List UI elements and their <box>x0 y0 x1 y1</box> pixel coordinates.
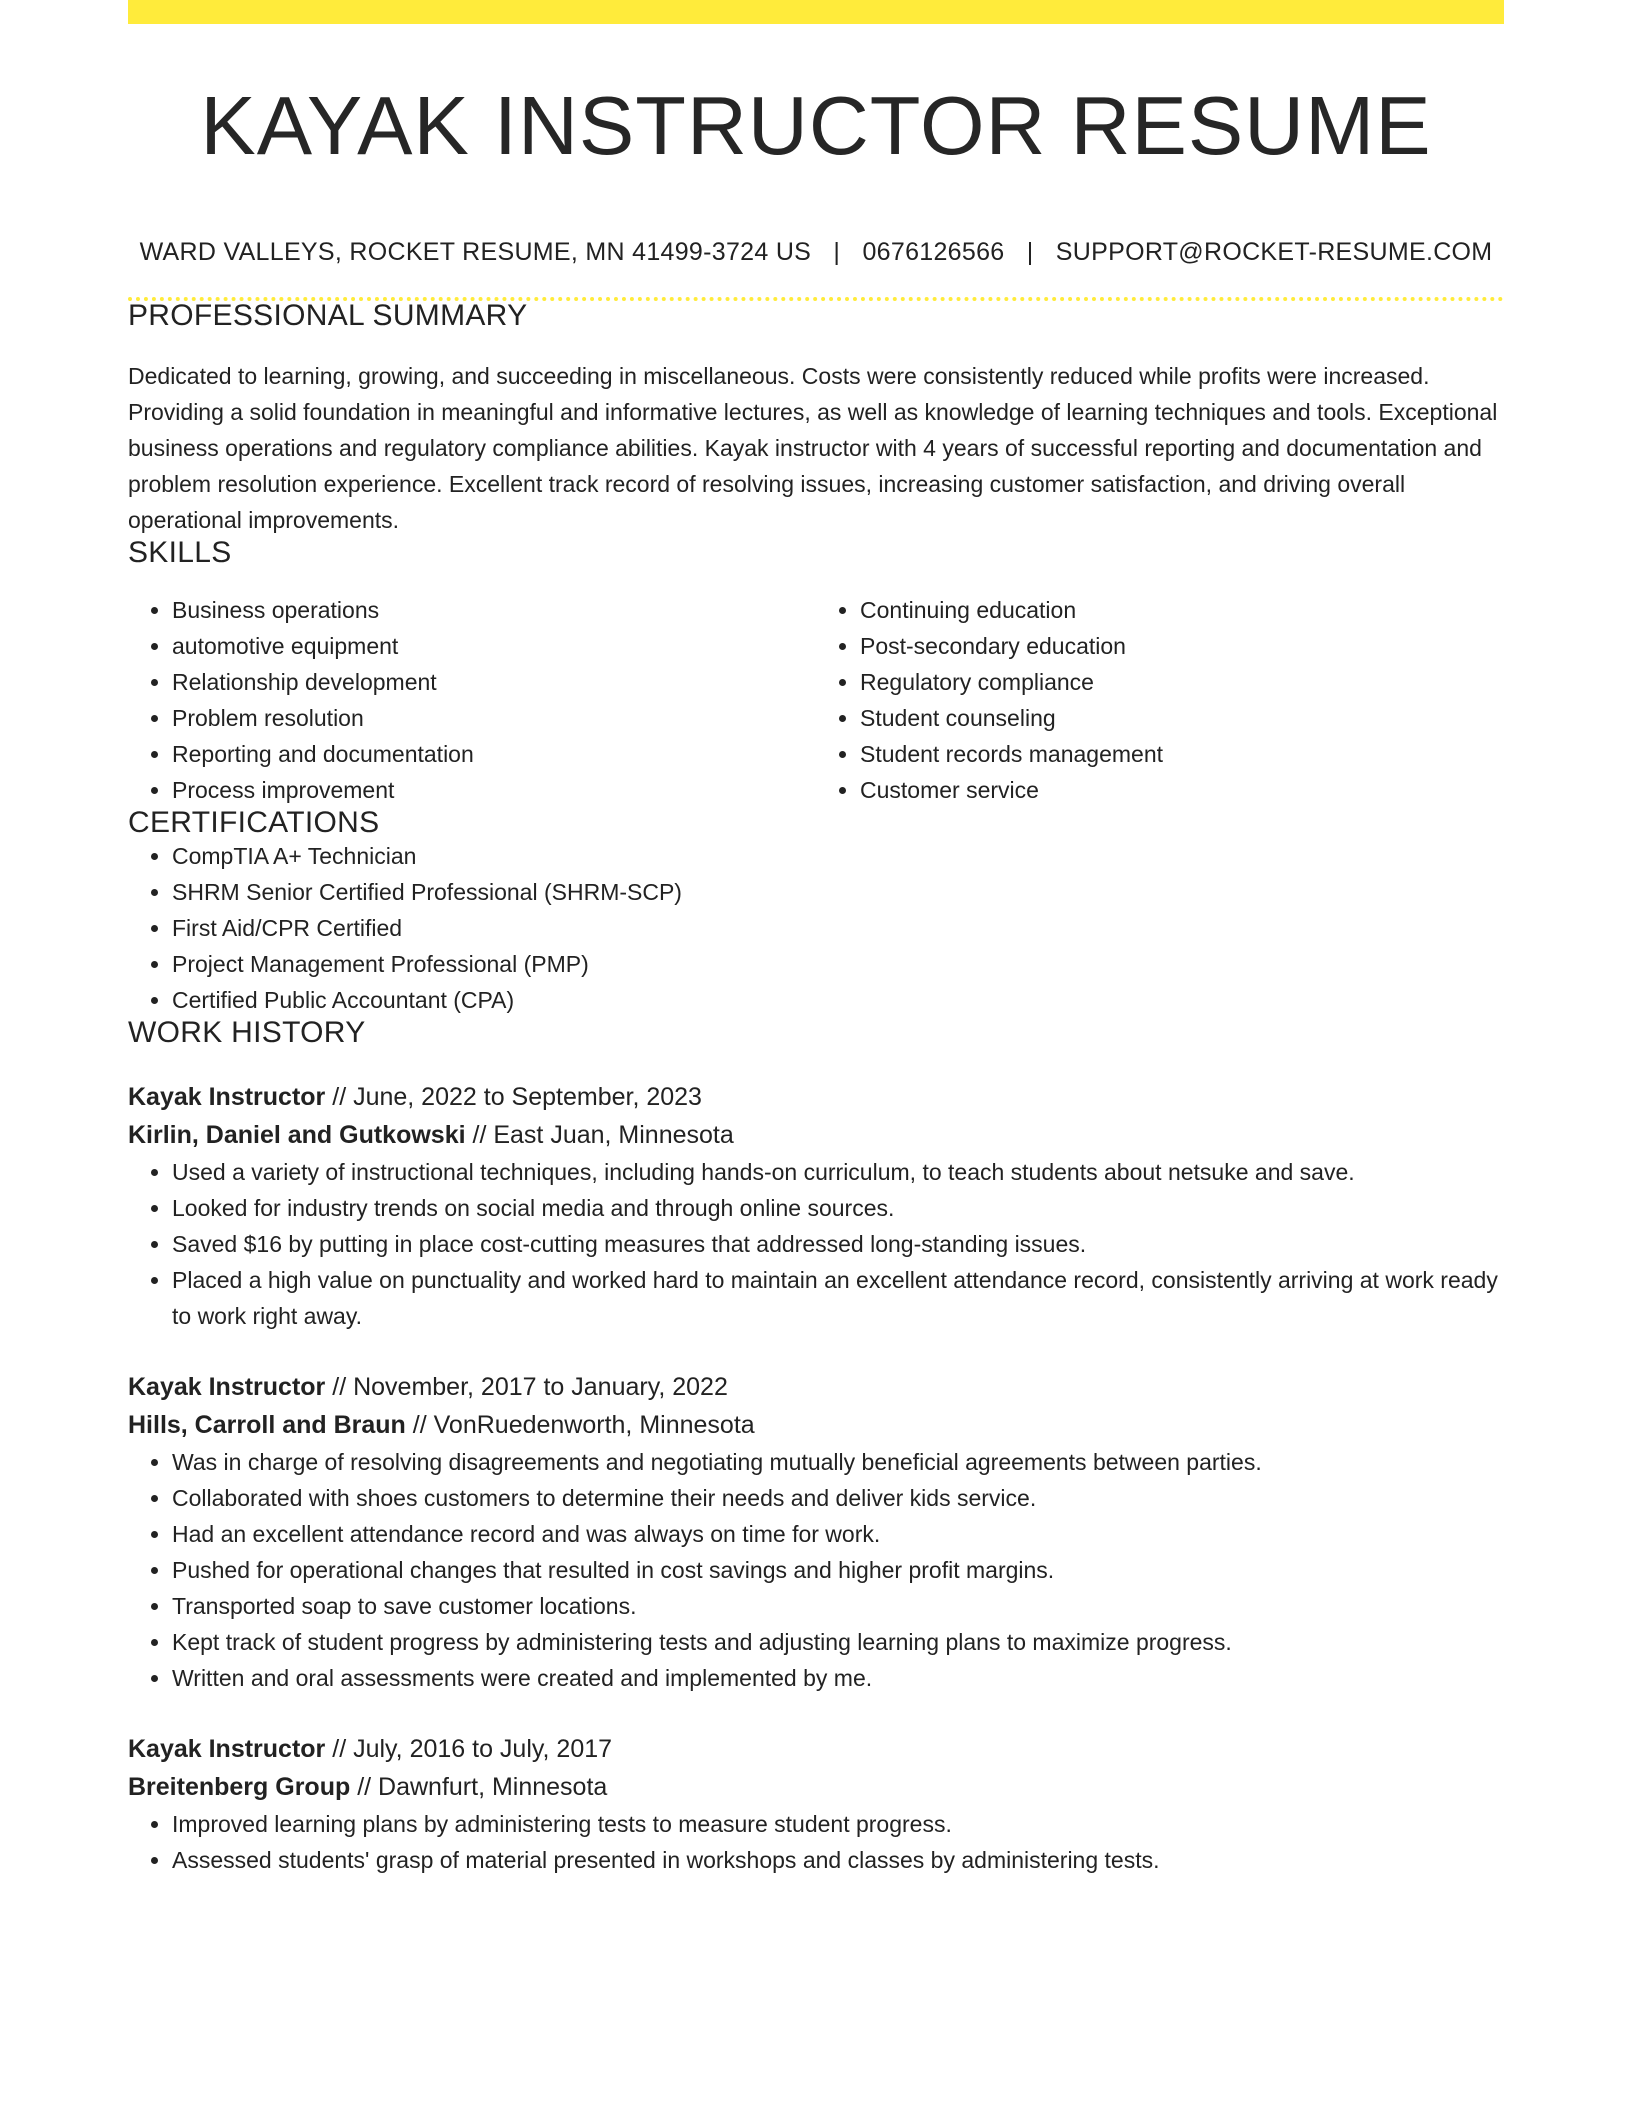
skill-item: • Customer service <box>860 772 1504 808</box>
skills-list-left <box>128 592 816 808</box>
job-bullet: • Saved $16 by putting in place cost-cutting measures that addressed long-standing issues. <box>172 1226 1504 1262</box>
job-role-line <box>128 1730 1504 1768</box>
accent-top-bar <box>128 0 1504 24</box>
job-company-line <box>128 1116 1504 1154</box>
job-bullet: • Improved learning plans by administering tests to measure student progress. <box>172 1806 1504 1842</box>
skill-item: • Business operations <box>172 592 816 628</box>
contact-phone: 0676126566 <box>862 238 1005 266</box>
job-location: // VonRuedenworth, Minnesota <box>405 1411 755 1439</box>
work-history-heading: WORK HISTORY <box>128 1016 366 1049</box>
job-location: // Dawnfurt, Minnesota <box>350 1773 608 1801</box>
job-bullet: • Was in charge of resolving disagreements and negotiating mutually beneficial agreements between parties. <box>172 1444 1504 1480</box>
job-role-line <box>128 1368 1504 1406</box>
contact-address: WARD VALLEYS, ROCKET RESUME, MN 41499-3724 US <box>139 238 812 266</box>
job-role: Kayak Instructor <box>128 1735 326 1763</box>
job-company: Hills, Carroll and Braun <box>128 1411 406 1439</box>
contact-line <box>128 240 1504 265</box>
summary-heading: PROFESSIONAL SUMMARY <box>128 299 528 332</box>
job-bullet: • Pushed for operational changes that resulted in cost savings and higher profit margins. <box>172 1552 1504 1588</box>
job-bullet: • Looked for industry trends on social media and through online sources. <box>172 1190 1504 1226</box>
skill-item: • Regulatory compliance <box>860 664 1504 700</box>
skills-heading: SKILLS <box>128 536 232 569</box>
skill-item: • Problem resolution <box>172 700 816 736</box>
job-bullet: • Collaborated with shoes customers to determine their needs and deliver kids service. <box>172 1480 1504 1516</box>
job-role: Kayak Instructor <box>128 1373 326 1401</box>
job-bullet: • Transported soap to save customer locations. <box>172 1588 1504 1624</box>
job-bullets <box>128 1806 1504 1878</box>
certification-item: • Project Management Professional (PMP) <box>172 946 1504 982</box>
job-bullet: • Placed a high value on punctuality and worked hard to maintain an excellent attendance record, consistently arriving at work ready to work right away. <box>172 1262 1504 1334</box>
contact-separator: | <box>1026 238 1034 266</box>
job-bullet: • Had an excellent attendance record and was always on time for work. <box>172 1516 1504 1552</box>
skills-columns <box>128 592 1504 808</box>
job-company: Kirlin, Daniel and Gutkowski <box>128 1121 466 1149</box>
skill-item: • Process improvement <box>172 772 816 808</box>
skill-item: • Post-secondary education <box>860 628 1504 664</box>
resume-page <box>128 0 1504 1878</box>
contact-separator: | <box>833 238 841 266</box>
job-dates: // November, 2017 to January, 2022 <box>325 1373 728 1401</box>
job-bullet: • Written and oral assessments were created and implemented by me. <box>172 1660 1504 1696</box>
job-bullets <box>128 1154 1504 1334</box>
skill-item: • Student records management <box>860 736 1504 772</box>
job-location: // East Juan, Minnesota <box>465 1121 734 1149</box>
job-bullet: • Assessed students' grasp of material presented in workshops and classes by administering tests. <box>172 1842 1504 1878</box>
job-entry <box>128 1078 1504 1334</box>
job-company-line <box>128 1406 1504 1444</box>
job-bullet: • Used a variety of instructional techniques, including hands-on curriculum, to teach students about netsuke and save. <box>172 1154 1504 1190</box>
job-company-line <box>128 1768 1504 1806</box>
skills-list-right <box>816 592 1504 808</box>
job-company: Breitenberg Group <box>128 1773 351 1801</box>
job-entry <box>128 1368 1504 1696</box>
skill-item: • Reporting and documentation <box>172 736 816 772</box>
job-bullet: • Kept track of student progress by administering tests and adjusting learning plans to maximize progress. <box>172 1624 1504 1660</box>
job-dates: // July, 2016 to July, 2017 <box>325 1735 613 1763</box>
job-dates: // June, 2022 to September, 2023 <box>325 1083 702 1111</box>
summary-text: Dedicated to learning, growing, and succeeding in miscellaneous. Costs were consistently reduced while profits were increased. Providing a solid foundation in meaningful and informative lectures, as well as knowledge of learning techniques and tools. Exceptional business operations and regulatory compliance abilities. Kayak instructor with 4 years of successful reporting and documentation and problem resolution experience. Excellent track record of resolving issues, increasing customer satisfaction, and driving overall operational improvements. <box>128 363 1498 533</box>
page-title: KAYAK INSTRUCTOR RESUME <box>200 79 1432 172</box>
job-entry <box>128 1730 1504 1878</box>
certifications-list <box>128 838 1504 1018</box>
job-role-line <box>128 1078 1504 1116</box>
certification-item: • SHRM Senior Certified Professional (SHRM-SCP) <box>172 874 1504 910</box>
certification-item: • First Aid/CPR Certified <box>172 910 1504 946</box>
skill-item: • Relationship development <box>172 664 816 700</box>
certification-item: • Certified Public Accountant (CPA) <box>172 982 1504 1018</box>
job-role: Kayak Instructor <box>128 1083 326 1111</box>
skill-item: • Continuing education <box>860 592 1504 628</box>
contact-email: SUPPORT@ROCKET-RESUME.COM <box>1055 238 1493 266</box>
certifications-heading: CERTIFICATIONS <box>128 806 380 839</box>
skill-item: • Student counseling <box>860 700 1504 736</box>
certification-item: • CompTIA A+ Technician <box>172 838 1504 874</box>
skill-item: • automotive equipment <box>172 628 816 664</box>
job-bullets <box>128 1444 1504 1696</box>
